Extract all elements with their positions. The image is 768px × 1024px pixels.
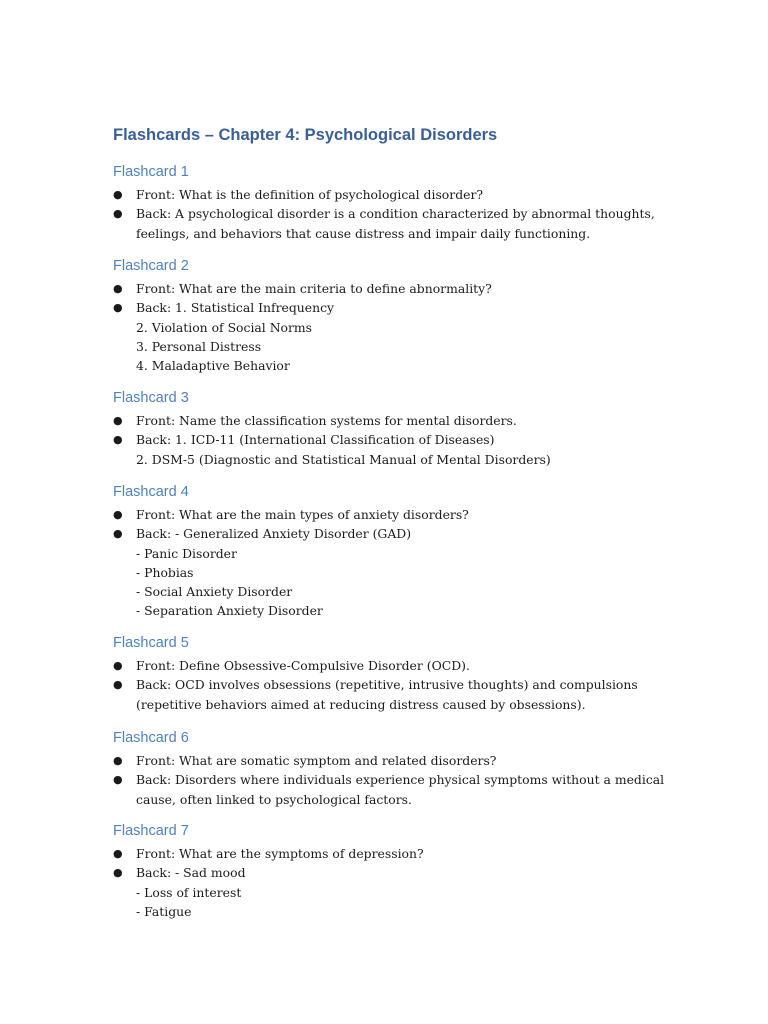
back-text: Back: - Generalized Anxiety Disorder (GAD) (136, 526, 412, 542)
flashcard-back (113, 675, 673, 714)
back-text: - Loss of interest (136, 884, 242, 900)
back-text: - Panic Disorder (136, 545, 237, 561)
bullet-icon: ● (113, 773, 123, 787)
flashcard-list (113, 411, 673, 469)
front-text: Front: Define Obsessive-Compulsive Disorder (OCD). (136, 658, 470, 673)
flashcard-front (113, 411, 673, 430)
flashcard-list (113, 279, 673, 375)
back-text: (repetitive behaviors aimed at reducing distress caused by obsessions). (136, 696, 586, 712)
flashcard-list (113, 844, 673, 921)
flashcard-5 (113, 634, 673, 714)
flashcard-heading: Flashcard 6 (113, 730, 189, 746)
flashcard-heading: Flashcard 3 (113, 390, 189, 406)
flashcard-1 (113, 163, 673, 243)
flashcard-heading: Flashcard 4 (113, 484, 189, 500)
back-text: feelings, and behaviors that cause distress and impair daily functioning. (136, 225, 591, 241)
back-text: Back: 1. Statistical Infrequency (136, 300, 335, 316)
front-text: Front: What are the main types of anxiety disorders? (136, 507, 469, 522)
bullet-icon: ● (113, 301, 123, 315)
flashcard-front (113, 279, 673, 298)
back-text: Back: 1. ICD-11 (International Classification of Diseases) (136, 432, 495, 448)
flashcard-front (113, 751, 673, 770)
bullet-icon: ● (113, 678, 123, 692)
back-text: Back: - Sad mood (136, 865, 246, 881)
bullet-icon: ● (113, 659, 123, 672)
bullet-icon: ● (113, 866, 123, 880)
flashcard-2 (113, 257, 673, 375)
flashcard-4 (113, 483, 673, 621)
back-text: Back: A psychological disorder is a condition characterized by abnormal thoughts, (136, 206, 655, 222)
bullet-icon: ● (113, 207, 123, 221)
flashcard-front (113, 185, 673, 204)
bullet-icon: ● (113, 508, 123, 521)
back-text: cause, often linked to psychological factors. (136, 791, 412, 807)
front-text: Front: What are the symptoms of depression? (136, 846, 424, 861)
flashcard-back (113, 204, 673, 243)
back-text: 3. Personal Distress (136, 338, 262, 354)
flashcard-heading: Flashcard 2 (113, 258, 189, 274)
front-text: Front: What are the main criteria to define abnormality? (136, 281, 492, 296)
bullet-icon: ● (113, 847, 123, 860)
flashcard-3 (113, 389, 673, 469)
back-text: - Social Anxiety Disorder (136, 584, 293, 600)
flashcard-back (113, 770, 673, 809)
flashcard-heading: Flashcard 7 (113, 823, 189, 839)
back-text: 2. Violation of Social Norms (136, 319, 313, 335)
back-text: Back: Disorders where individuals experience physical symptoms without a medical (136, 772, 665, 788)
back-text: Back: OCD involves obsessions (repetitive, intrusive thoughts) and compulsions (136, 677, 638, 693)
bullet-icon: ● (113, 754, 123, 767)
back-text: - Fatigue (136, 903, 192, 919)
bullet-icon: ● (113, 282, 123, 295)
bullet-icon: ● (113, 433, 123, 447)
back-text: - Separation Anxiety Disorder (136, 603, 323, 619)
flashcard-front (113, 656, 673, 675)
bullet-icon: ● (113, 414, 123, 427)
flashcard-list (113, 185, 673, 243)
back-text: - Phobias (136, 564, 194, 580)
flashcard-front (113, 844, 673, 863)
flashcard-list (113, 505, 673, 621)
flashcard-back (113, 430, 673, 469)
front-text: Front: What is the definition of psychological disorder? (136, 187, 484, 202)
bullet-icon: ● (113, 188, 123, 201)
front-text: Front: Name the classification systems for mental disorders. (136, 413, 517, 428)
back-text: 4. Maladaptive Behavior (136, 358, 290, 374)
flashcard-back (113, 863, 673, 921)
flashcard-back (113, 298, 673, 375)
bullet-icon: ● (113, 527, 123, 541)
flashcard-front (113, 505, 673, 524)
flashcard-list (113, 751, 673, 809)
flashcard-list (113, 656, 673, 714)
flashcard-6 (113, 729, 673, 809)
flashcard-heading: Flashcard 5 (113, 635, 189, 651)
back-text: 2. DSM-5 (Diagnostic and Statistical Manual of Mental Disorders) (136, 451, 551, 467)
front-text: Front: What are somatic symptom and related disorders? (136, 753, 497, 768)
page-title: Flashcards – Chapter 4: Psychological Disorders (113, 126, 498, 144)
flashcard-7 (113, 822, 673, 921)
flashcard-heading: Flashcard 1 (113, 164, 189, 180)
flashcard-back (113, 524, 673, 620)
